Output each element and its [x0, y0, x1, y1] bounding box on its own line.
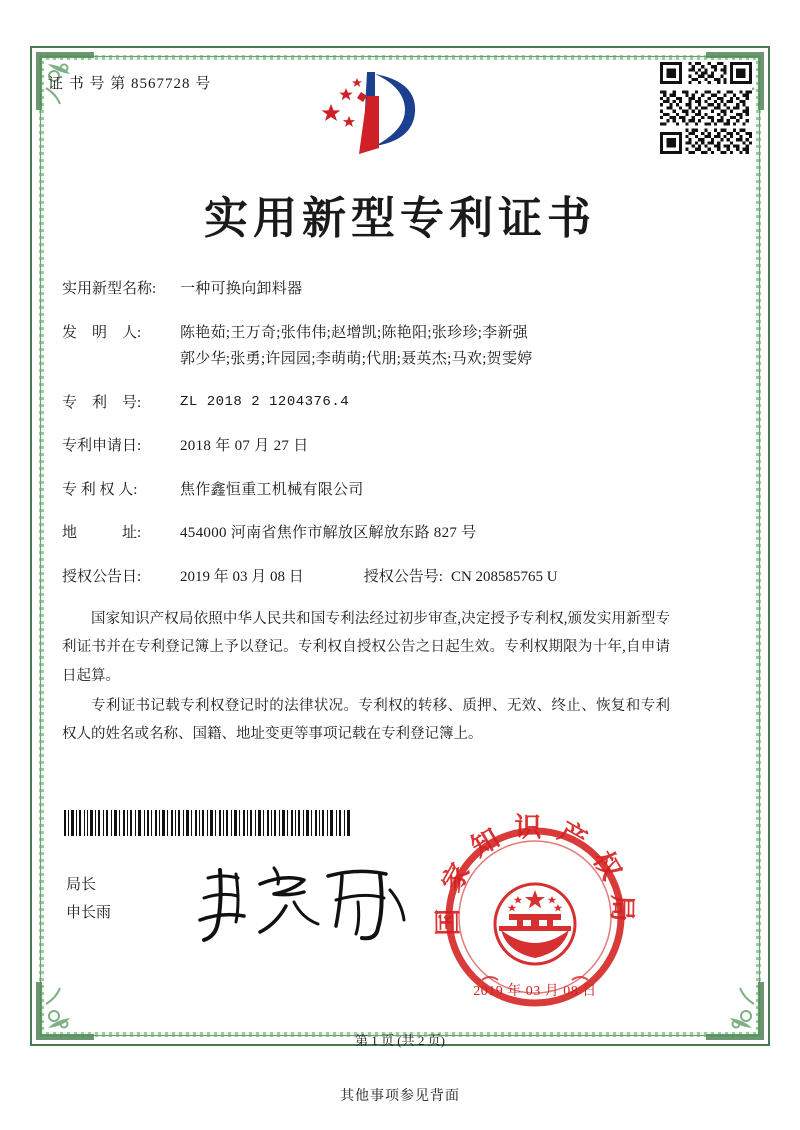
signature-labels	[66, 872, 111, 928]
field-row-grant-announcement	[62, 566, 662, 589]
legal-paragraph-1: 国家知识产权局依照中华人民共和国专利法经过初步审查,决定授予专利权,颁发实用新型专利证书并在专利登记簿上予以登记。专利权自授权公告之日起生效。专利权期限为十年,自申请日起算。	[62, 611, 670, 684]
field-value: 一种可换向卸料器	[180, 281, 303, 297]
legal-paragraph-2: 专利证书记载专利权登记时的法律状况。专利权的转移、质押、无效、终止、恢复和专利权人的姓名或名称、国籍、地址变更等事项记载在专利登记簿上。	[62, 697, 670, 743]
field-value: 454000 河南省焦作市解放区解放东路 827 号	[180, 525, 477, 541]
director-role-label: 局长	[66, 877, 97, 893]
barcode-icon	[62, 810, 352, 836]
field-row-patentee	[62, 479, 662, 502]
field-list	[62, 278, 662, 609]
field-value	[180, 322, 662, 371]
field-row-address	[62, 522, 662, 545]
legal-text	[62, 605, 670, 750]
field-label: 授权公告日:	[62, 568, 142, 585]
page-title: 实用新型专利证书	[204, 194, 596, 243]
field-value: ZL 2018 2 1204376.4	[180, 393, 350, 410]
field-row-application-date	[62, 435, 662, 458]
field-row-utility-model-name	[62, 278, 662, 301]
back-side-note: 其他事项参见背面	[340, 1089, 460, 1104]
qr-code-icon	[660, 62, 752, 154]
field-row-inventors	[62, 322, 662, 371]
field-value-line1: 陈艳茹;王万奇;张伟伟;赵增凯;陈艳阳;张珍珍;李新强	[180, 324, 529, 341]
page-number: 第 1 页 (共 2 页)	[355, 1033, 445, 1048]
director-name-label: 申长雨	[66, 904, 112, 921]
field-value-secondary: CN 208585765 U	[450, 568, 558, 585]
seal-date: 2019 年 03 月 08 日	[473, 984, 597, 999]
field-row-patent-number	[62, 392, 662, 415]
field-label: 实用新型名称:	[62, 281, 157, 297]
cnipa-logo-icon	[305, 62, 455, 167]
director-handwritten-signature	[190, 862, 420, 948]
certificate-number: 证 书 号 第 8567728 号	[48, 76, 212, 92]
field-value: 焦作鑫恒重工机械有限公司	[180, 481, 364, 498]
field-label-secondary: 授权公告号:	[363, 568, 443, 585]
svg-text:国家知识产权局: 国家知识产权局	[432, 812, 638, 936]
field-label: 地 址:	[62, 525, 142, 541]
field-value: 2018 年 07 月 27 日	[180, 438, 309, 454]
field-value: 2019 年 03 月 08 日	[180, 568, 304, 585]
field-label: 专利申请日:	[62, 438, 142, 454]
field-label: 发 明 人:	[62, 324, 142, 341]
field-value-line2: 郭少华;张勇;许园园;李萌萌;代朋;聂英杰;马欢;贺雯婷	[180, 351, 533, 367]
field-label: 专 利 权 人:	[62, 481, 138, 498]
field-label: 专 利 号:	[62, 394, 142, 411]
